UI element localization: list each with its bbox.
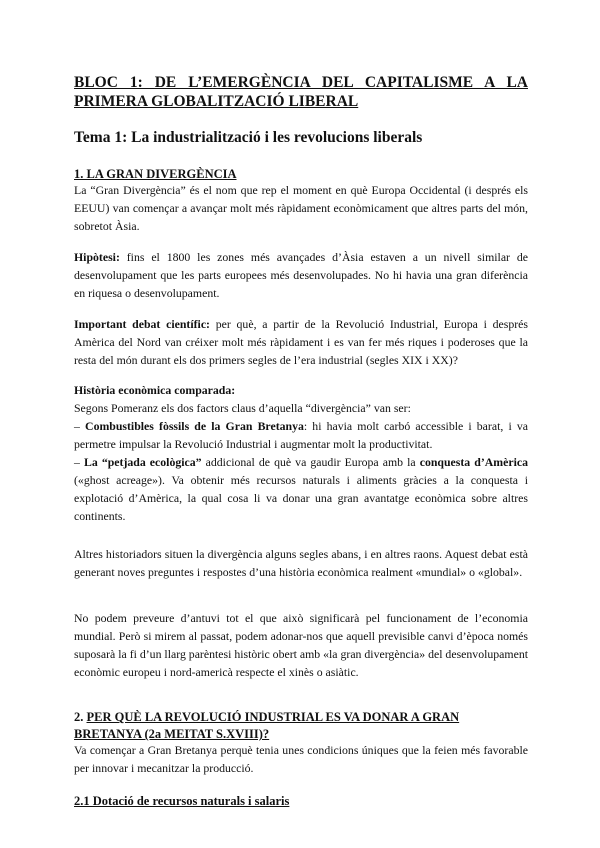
factor-2-dash: –: [74, 455, 84, 469]
factor-1-dash: –: [74, 419, 86, 433]
factor-1-label: Combustibles fòssils de la Gran Bretanya: [85, 419, 304, 433]
factor-2-label: La “petjada ecològica”: [83, 455, 202, 469]
section-2-number: 2.: [74, 710, 87, 724]
altres-paragraph: Altres historiadors situen la divergència alguns segles abans, i en altres raons. Aquest debat està generant noves preguntes i respostes d’una història econòmica realment «mundial» o «global».: [74, 547, 528, 579]
section-2-1-heading: 2.1 Dotació de recursos naturals i salaris: [74, 794, 290, 808]
historia-paragraph: [74, 381, 528, 525]
debat-label: Important debat científic:: [74, 317, 210, 331]
section-1-intro: La “Gran Divergència” és el nom que rep el moment en què Europa Occidental (i després els EEUU) van començar a avançar molt més ràpidament econòmicament que altres parts del món, sobretot Àsia.: [74, 183, 528, 233]
tema-title: Tema 1: La industrialització i les revolucions liberals: [74, 129, 423, 146]
hipotesi-text: fins el 1800 les zones més avançades d’Àsia estaven a un nivell similar de desenvolupament que les parts europees més desenvolupades. No hi havia una gran diferència en riquesa o desenvolupament.: [74, 250, 528, 300]
factor-2-mid: addicional de què va gaudir Europa amb la: [201, 455, 420, 469]
hipotesi-label: Hipòtesi:: [74, 250, 120, 264]
historia-label: Història econòmica comparada:: [74, 383, 236, 397]
factor-1-text: : hi havia molt carbó accessible i barat, i va permetre impulsar la Revolució Industrial i augmentar molt la productivitat.: [74, 419, 528, 451]
debat-paragraph: [74, 315, 528, 369]
section-1-heading: 1. LA GRAN DIVERGÈNCIA: [74, 167, 237, 181]
hipotesi-paragraph: [74, 248, 528, 302]
debat-text: per què, a partir de la Revolució Industrial, Europa i després Amèrica del Nord van créixer molt més ràpidament i es van fer més riques i poderoses que la resta del món durant els dos primers segles de l’era industrial (segles XIX i XX)?: [74, 317, 528, 367]
no-podem-paragraph: No podem preveure d’antuvi tot el que això significarà pel funcionament de l’economia mundial. Però si mirem al passat, podem adonar-nos que aquell previsible canvi d’època només suposarà la fi d’un llarg parèntesi històric obert amb «la gran divergència» del desenvolupament econòmic europeu i nord-americà respecte el xinès o asiàtic.: [74, 611, 528, 679]
historia-text: Segons Pomeranz els dos factors claus d’aquella “divergència” van ser:: [74, 401, 411, 415]
main-title: BLOC 1: DE L’EMERGÈNCIA DEL CAPITALISME A LA PRIMERA GLOBALITZACIÓ LIBERAL: [74, 74, 528, 110]
section-2-text: Va començar a Gran Bretanya perquè tenia unes condicions úniques que la feien més favorable per innovar i mecanitzar la producció.: [74, 743, 528, 775]
section-2-heading: [74, 709, 528, 743]
factor-2-label-2: conquesta d’Amèrica: [419, 455, 529, 469]
factor-2-text: («ghost acreage»). Va obtenir més recursos naturals i aliments gràcies a la conquesta i explotació d’Amèrica, la qual cosa li va donar una gran avantatge econòmica sobre altres continents.: [74, 473, 528, 523]
section-2-title: PER QUÈ LA REVOLUCIÓ INDUSTRIAL ES VA DONAR A GRAN BRETANYA (2a MEITAT S.XVIII)?: [74, 710, 460, 741]
